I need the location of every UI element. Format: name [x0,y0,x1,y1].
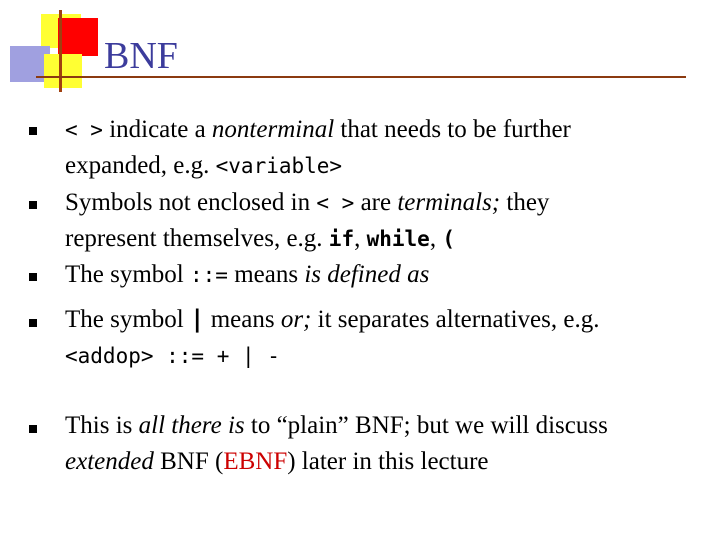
bullet-marker [29,273,37,281]
text: , [429,225,443,252]
bullet-item-or [65,301,695,374]
code-if: if [328,227,355,251]
text: BNF ( [153,448,224,475]
code-angle-brackets: < > [65,118,103,142]
decor-red-square [58,18,98,56]
text: , [354,225,367,252]
emphasis-defined-as: is defined as [304,261,430,288]
text: ) later in this lecture [287,448,489,475]
text: they [500,189,550,216]
bullet-item-nonterminal [65,112,695,184]
code-pipe: | [190,305,205,333]
slide-title: BNF [104,35,178,77]
text: expanded, e.g. [65,152,216,179]
code-while: while [366,227,430,251]
bullet-marker [29,127,37,135]
bullet-item-terminals [65,185,695,257]
bullet-item-ebnf [65,408,695,480]
text: This is [65,412,139,439]
decor-yellow-square-2 [44,54,82,88]
text: it separates alternatives, e.g. [311,306,600,333]
text: means [227,261,305,288]
emphasis-extended: extended [65,448,154,475]
decor-vertical-line [59,10,62,92]
bullet-marker [29,425,37,433]
text: that needs to be further [334,116,571,143]
bullet-marker [29,201,37,209]
emphasis-terminals: terminals; [397,189,501,216]
emphasis-or: or; [280,306,312,333]
text: represent themselves, e.g. [65,225,329,252]
text: Symbols not enclosed in [65,189,317,216]
text: means [204,306,281,333]
text: indicate a [102,116,212,143]
bullet-marker [29,319,37,327]
emphasis-nonterminal: nonterminal [211,116,335,143]
emphasis-all-there-is: all there is [138,412,245,439]
code-paren: ( [442,227,455,251]
code-defined-as: ::= [190,263,228,287]
bullet-item-defined-as [65,257,695,293]
text: are [354,189,398,216]
text: The symbol [65,261,190,288]
code-addop-rule: <addop> ::= + | - [65,344,280,368]
ebnf-acronym: EBNF [223,448,288,475]
text: to “plain” BNF; but we will discuss [244,412,608,439]
code-variable: <variable> [215,154,343,178]
text: The symbol [65,306,190,333]
code-angle-brackets: < > [316,191,355,215]
